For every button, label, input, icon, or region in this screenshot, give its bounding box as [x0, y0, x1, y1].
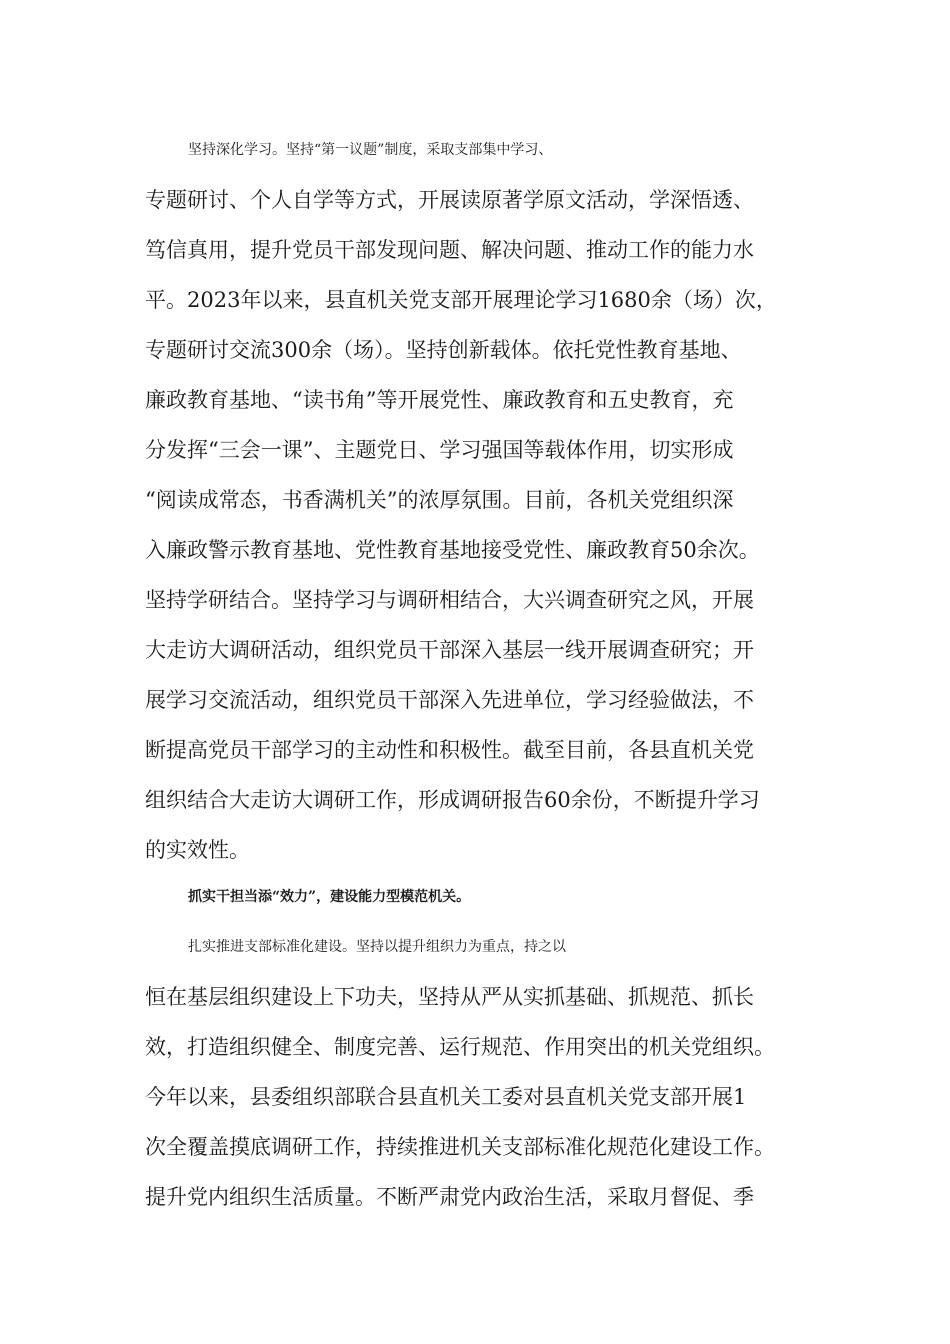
paragraph-line: 断提高党员干部学习的主动性和积极性。截至目前，各县直机关党	[145, 738, 754, 762]
paragraph-line: 分发挥“三会一课”、主题党日、学习强国等载体作用，切实形成	[145, 438, 734, 462]
paragraph-line: 廉政教育基地、“读书角”等开展党性、廉政教育和五史教育，充	[145, 388, 734, 412]
paragraph-line: 大走访大调研活动，组织党员干部深入基层一线开展调查研究；开	[145, 638, 754, 662]
paragraph-line: 专题研讨交流300余（场）。坚持创新载体。依托党性教育基地、	[145, 338, 742, 362]
paragraph-line: “阅读成常态，书香满机关”的浓厚氛围。目前，各机关党组织深	[145, 488, 734, 512]
paragraph-line: 效，打造组织健全、制度完善、运行规范、作用突出的机关党组织。	[145, 1035, 775, 1059]
paragraph-line: 的实效性。	[145, 838, 250, 862]
paragraph-line: 入廉政警示教育基地、党性教育基地接受党性、廉政教育50余次。	[145, 538, 760, 562]
paragraph-line: 专题研讨、个人自学等方式，开展读原著学原文活动，学深悟透、	[145, 188, 754, 212]
paragraph-line: 笃信真用，提升党员干部发现问题、解决问题、推动工作的能力水	[145, 238, 754, 262]
paragraph-line: 次全覆盖摸底调研工作，持续推进机关支部标准化规范化建设工作。	[145, 1135, 775, 1159]
paragraph-line: 今年以来，县委组织部联合县直机关工委对县直机关党支部开展1	[145, 1085, 747, 1109]
paragraph-line: 扎实推进支部标准化建设。坚持以提升组织力为重点，持之以	[188, 939, 566, 955]
paragraph-line: 提升党内组织生活质量。不断严肃党内政治生活，采取月督促、季	[145, 1185, 754, 1209]
paragraph-line: 组织结合大走访大调研工作，形成调研报告60余份，不断提升学习	[145, 788, 760, 812]
paragraph-line: 坚持深化学习。坚持“第一议题”制度，采取支部集中学习、	[188, 142, 553, 158]
paragraph-line: 恒在基层组织建设上下功夫，坚持从严从实抓基础、抓规范、抓长	[145, 985, 754, 1009]
paragraph-line: 坚持学研结合。坚持学习与调研相结合，大兴调查研究之风，开展	[145, 588, 754, 612]
section-heading: 抓实干担当添“效力”，建设能力型模范机关。	[188, 889, 471, 905]
paragraph-line: 展学习交流活动，组织党员干部深入先进单位，学习经验做法，不	[145, 688, 754, 712]
paragraph-line: 平。2023年以来，县直机关党支部开展理论学习1680余（场）次，	[145, 288, 777, 312]
